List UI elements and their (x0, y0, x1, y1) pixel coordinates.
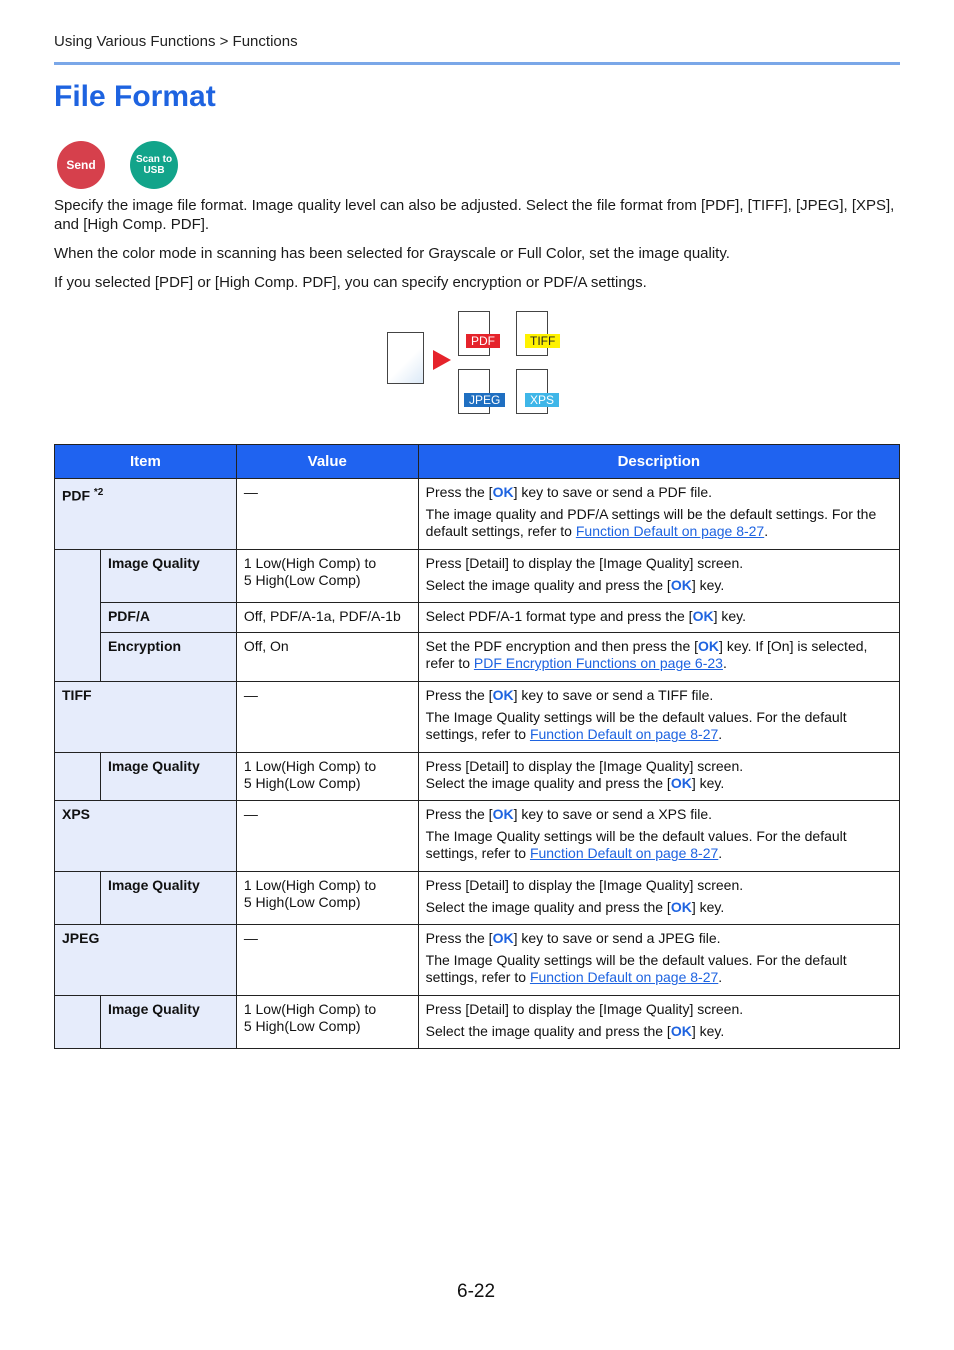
ok-key: OK (670, 577, 692, 593)
column-header-description: Description (418, 445, 899, 479)
description-pdf-image-quality: Press [Detail] to display the [Image Quality] screen. Select the image quality and press the [OK] key. (418, 550, 899, 603)
item-pdf-image-quality: Image Quality (100, 550, 236, 603)
description-pdf: Press the [OK] key to save or send a PDF file. The image quality and PDF/A settings will be the default settings. For the default settings, refer to Function Default on page 8-27. (418, 479, 899, 550)
column-header-value: Value (236, 445, 418, 479)
item-pdfa: PDF/A (100, 603, 236, 633)
table-header-row (55, 445, 900, 479)
jpeg-document-icon (458, 369, 490, 414)
item-tiff-image-quality: Image Quality (100, 753, 236, 801)
encryption-paragraph: If you selected [PDF] or [High Comp. PDF], you can specify encryption or PDF/A settings. (54, 274, 647, 291)
value-tiff-image-quality: 1 Low(High Comp) to 5 High(Low Comp) (236, 753, 418, 801)
header-rule (54, 62, 900, 65)
table-row-encryption (55, 633, 900, 682)
jpeg-group-gutter (55, 996, 101, 1049)
ok-key: OK (492, 484, 514, 500)
ok-key: OK (670, 899, 692, 915)
xps-tag: XPS (525, 393, 559, 407)
table-row-pdf-image-quality (55, 550, 900, 603)
pdf-group-gutter (55, 550, 101, 682)
file-format-illustration (386, 310, 571, 416)
table-row-tiff (55, 682, 900, 753)
table-row-pdf (55, 479, 900, 550)
value-pdfa: Off, PDF/A-1a, PDF/A-1b (236, 603, 418, 633)
ok-key: OK (670, 775, 692, 791)
ok-key: OK (698, 638, 720, 654)
link-function-default[interactable]: Function Default on page 8-27 (529, 726, 719, 742)
source-document-icon (387, 332, 424, 384)
link-function-default[interactable]: Function Default on page 8-27 (529, 969, 719, 985)
page-number: 6-22 (457, 1281, 496, 1302)
description-pdfa: Select PDF/A-1 format type and press the [OK] key. (418, 603, 899, 633)
scan-to-usb-badge (130, 141, 178, 189)
ok-key: OK (692, 608, 714, 624)
description-tiff: Press the [OK] key to save or send a TIFF file. The Image Quality settings will be the default values. For the default settings, refer to Function Default on page 8-27. (418, 682, 899, 753)
page-title: File Format (54, 80, 216, 113)
link-function-default[interactable]: Function Default on page 8-27 (575, 523, 765, 539)
value-pdf: — (236, 479, 418, 550)
item-tiff: TIFF (55, 682, 237, 753)
jpeg-tag: JPEG (464, 393, 505, 407)
footnote-marker: *2 (93, 487, 104, 498)
description-xps: Press the [OK] key to save or send a XPS file. The Image Quality settings will be the default values. For the default settings, refer to Function Default on page 8-27. (418, 801, 899, 872)
item-jpeg: JPEG (55, 925, 237, 996)
value-jpeg: — (236, 925, 418, 996)
table-row-xps (55, 801, 900, 872)
ok-key: OK (492, 930, 514, 946)
xps-document-icon (516, 369, 548, 414)
send-badge (57, 141, 105, 189)
value-pdf-image-quality: 1 Low(High Comp) to 5 High(Low Comp) (236, 550, 418, 603)
item-xps-image-quality: Image Quality (100, 872, 236, 925)
item-encryption: Encryption (100, 633, 236, 682)
table-row-xps-image-quality (55, 872, 900, 925)
color-mode-paragraph: When the color mode in scanning has been selected for Grayscale or Full Color, set the image quality. (54, 245, 730, 262)
ok-key: OK (670, 1023, 692, 1039)
column-header-item: Item (55, 445, 237, 479)
item-xps: XPS (55, 801, 237, 872)
description-tiff-image-quality: Press [Detail] to display the [Image Quality] screen. Select the image quality and press the [OK] key. (418, 753, 899, 801)
file-format-table (54, 444, 900, 1049)
table-row-tiff-image-quality (55, 753, 900, 801)
description-jpeg-image-quality: Press [Detail] to display the [Image Quality] screen. Select the image quality and press the [OK] key. (418, 996, 899, 1049)
tiff-tag: TIFF (525, 334, 560, 348)
table-row-jpeg-image-quality (55, 996, 900, 1049)
value-xps: — (236, 801, 418, 872)
table-row-pdfa (55, 603, 900, 633)
link-pdf-encryption[interactable]: PDF Encryption Functions on page 6-23 (473, 655, 723, 671)
ok-key: OK (492, 806, 514, 822)
scan-to-usb-label-line2: USB (143, 165, 165, 176)
value-tiff: — (236, 682, 418, 753)
ok-key: OK (492, 687, 514, 703)
table-row-jpeg (55, 925, 900, 996)
description-jpeg: Press the [OK] key to save or send a JPEG file. The Image Quality settings will be the default values. For the default settings, refer to Function Default on page 8-27. (418, 925, 899, 996)
value-xps-image-quality: 1 Low(High Comp) to 5 High(Low Comp) (236, 872, 418, 925)
item-pdf: PDF $^{*2}$ (55, 479, 237, 550)
value-jpeg-image-quality: 1 Low(High Comp) to 5 High(Low Comp) (236, 996, 418, 1049)
description-xps-image-quality: Press [Detail] to display the [Image Quality] screen. Select the image quality and press the [OK] key. (418, 872, 899, 925)
arrow-right-icon (433, 350, 451, 370)
send-badge-label: Send (66, 157, 96, 172)
intro-paragraph: Specify the image file format. Image quality level can also be adjusted. Select the file format from [PDF], [TIFF], [JPEG], [XPS], and [High Comp. PDF]. (54, 197, 895, 233)
tiff-group-gutter (55, 753, 101, 801)
breadcrumb: Using Various Functions > Functions (54, 33, 298, 50)
link-function-default[interactable]: Function Default on page 8-27 (529, 845, 719, 861)
xps-group-gutter (55, 872, 101, 925)
item-jpeg-image-quality: Image Quality (100, 996, 236, 1049)
pdf-tag: PDF (466, 334, 500, 348)
value-encryption: Off, On (236, 633, 418, 682)
description-encryption: Set the PDF encryption and then press the [OK] key. If [On] is selected, refer to PDF Encryption Functions on page 6-23. (418, 633, 899, 682)
scan-to-usb-label-line1: Scan to (135, 154, 173, 165)
